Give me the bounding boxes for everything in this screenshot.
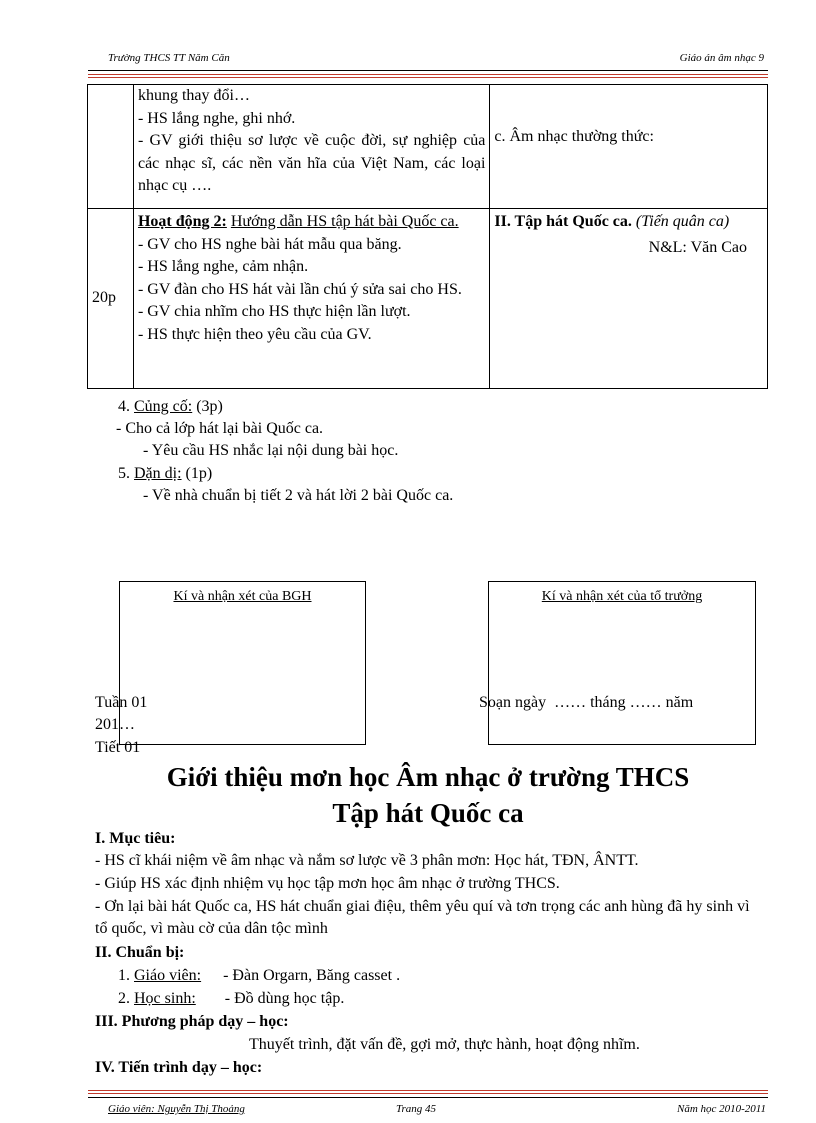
homework-label: Dặn dị: [134, 465, 182, 482]
consolidation-line: - Cho cả lớp hát lại bài Quốc ca. [116, 420, 324, 437]
activity-line: - HS lắng nghe, cảm nhận. [137, 258, 309, 275]
content-cell [490, 209, 768, 389]
principal-signature-box [119, 581, 366, 745]
content-heading: II. Tập hát Quốc ca. [494, 213, 632, 230]
consolidation-label: Củng cố: [134, 398, 193, 415]
objective-line: - Ơn lại bài hát Quốc ca, HS hát chuẩn giai điệu, thêm yêu quí và tơn trọng các anh hùng đã hy sinh vì tổ quốc, vì màu cờ của dân tộc mình [95, 898, 750, 937]
preparation-teacher-value: - Đàn Orgarn, Băng casset . [223, 967, 401, 984]
header-school: Trường THCS TT Năm Căn [108, 52, 230, 64]
activity-cell [133, 85, 489, 209]
objective-line: - Giúp HS xác định nhiệm vụ học tập mơn học âm nhạc ở trường THCS. [95, 875, 560, 892]
homework-line: - Về nhà chuẩn bị tiết 2 và hát lời 2 bài Quốc ca. [143, 487, 454, 504]
content-subtitle: (Tiến quân ca) [635, 213, 730, 230]
table-row [88, 85, 768, 209]
activity-label: Hoạt động 2: [137, 213, 227, 230]
preparation-teacher-number: 1. [118, 967, 130, 984]
content-cell [490, 85, 768, 209]
year-label: 201… [95, 716, 135, 733]
consolidation-heading [118, 396, 223, 418]
methods-text: Thuyết trình, đặt vấn đề, gợi mở, thực hành, hoạt động nhĩm. [249, 1036, 640, 1053]
consolidation-time: (3p) [196, 398, 223, 415]
activity-line: khung thay đổi… [137, 87, 250, 104]
principal-signature-title: Kí và nhận xét của BGH [173, 589, 312, 604]
table-row [88, 209, 768, 389]
homework-heading [118, 463, 212, 485]
header-rule-red-1 [88, 74, 768, 75]
head-signature-title: Kí và nhận xét của tổ trưởng [541, 589, 703, 604]
lesson-subtitle: Tập hát Quốc ca [332, 798, 524, 828]
content-heading: c. Âm nhạc thường thức: [494, 128, 654, 146]
preparation-student-number: 2. [118, 990, 130, 1007]
lesson-title: Giới thiệu mơn học Âm nhạc ở trường THCS [166, 762, 690, 792]
activity-line: - HS thực hiện theo yêu cầu của GV. [137, 325, 372, 343]
header-subject: Giáo án âm nhạc 9 [679, 52, 764, 64]
consolidation-number: 4. [118, 398, 130, 415]
preparation-student [118, 988, 344, 1010]
methods-heading: III. Phương pháp dạy – học: [95, 1013, 289, 1030]
lesson-table [87, 84, 768, 389]
preparation-teacher-label: Giáo viên: [134, 967, 202, 984]
header-rule-black [88, 70, 768, 71]
footer-rule-red-1 [88, 1090, 768, 1091]
week-label: Tuần 01 [95, 694, 148, 711]
activity-line: - HS lắng nghe, ghi nhớ. [137, 109, 296, 127]
process-heading: IV. Tiến trình dạy – học: [95, 1059, 263, 1076]
footer-page: Trang 45 [396, 1103, 437, 1115]
activity-line: - GV đàn cho HS hát vài lần chú ý sửa sai cho HS. [137, 280, 462, 298]
date-label: Soạn ngày …… tháng …… năm [479, 694, 694, 711]
preparation-student-value: - Đồ dùng học tập. [224, 990, 345, 1007]
activity-line: - GV giới thiệu sơ lược về cuộc đời, sự nghiệp của các nhạc sĩ, các nền văn hĩa của Việt Nam, các loại nhạc cụ …. [137, 132, 486, 194]
preparation-student-label: Học sinh: [134, 990, 196, 1007]
header-rule-red-2 [88, 77, 768, 78]
period-label: Tiết 01 [95, 739, 141, 756]
footer-rule-red-2 [88, 1093, 768, 1094]
footer-year: Năm học 2010-2011 [676, 1103, 766, 1115]
preparation-heading: II. Chuẩn bị: [95, 944, 185, 961]
activity-line: - GV cho HS nghe bài hát mẫu qua băng. [137, 235, 402, 253]
objective-line: - HS cĩ khái niệm về âm nhạc và nắm sơ lược về 3 phân mơn: Học hát, TĐN, ÂNTT. [95, 852, 639, 869]
activity-cell [133, 209, 489, 389]
activity-line: - GV chia nhĩm cho HS thực hiện lần lượt. [137, 303, 411, 320]
time-cell: 20p [88, 209, 134, 389]
footer-rule-black [88, 1097, 768, 1098]
objectives-heading: I. Mục tiêu: [95, 830, 176, 847]
song-author: N&L: Văn Cao [648, 238, 747, 256]
footer-teacher: Giáo viên: Nguyễn Thị Thoảng [108, 1103, 245, 1115]
time-cell [88, 85, 134, 209]
activity-title: Hướng dẫn HS tập hát bài Quốc ca. [230, 213, 459, 230]
homework-time: (1p) [185, 465, 213, 482]
homework-number: 5. [118, 465, 130, 482]
head-signature-box [488, 581, 756, 745]
consolidation-line: - Yêu cầu HS nhắc lại nội dung bài học. [143, 442, 399, 459]
preparation-teacher [118, 965, 400, 987]
